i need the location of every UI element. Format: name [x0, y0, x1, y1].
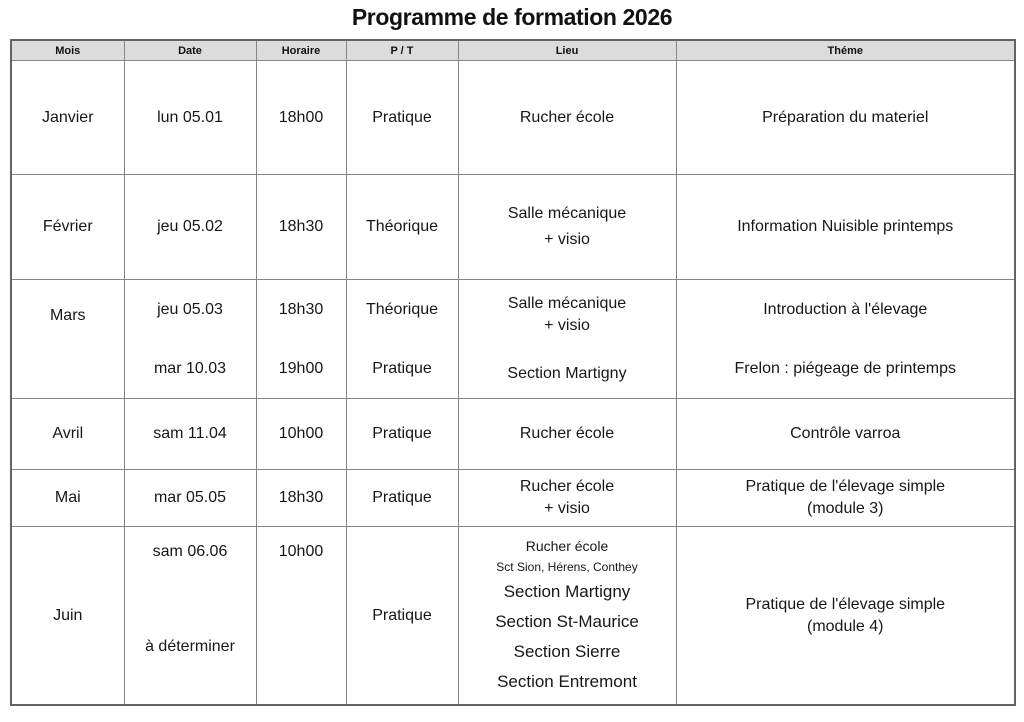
cell-lieu [459, 280, 676, 398]
cell-theme: Contrôle varroa [790, 425, 901, 442]
lieu-line: Rucher école [525, 537, 609, 554]
cell-date: sam 11.04 [153, 425, 227, 442]
theme-line: (module 3) [807, 500, 884, 517]
cell-type: Pratique [372, 425, 432, 442]
cell-horaire: 18h00 [278, 108, 324, 126]
cell-date: jeu 05.02 [157, 218, 223, 235]
theme-line: (module 4) [807, 617, 884, 635]
lieu-line: Salle mécanique [507, 205, 627, 222]
table-row-avril [11, 399, 1015, 470]
lieu-line: Rucher école [519, 478, 615, 495]
cell-lieu [459, 527, 676, 704]
cell-type [347, 280, 458, 398]
theme-line: Pratique de l'élevage simple [745, 595, 946, 613]
cell-date [125, 527, 256, 704]
lieu-line: + visio [544, 231, 590, 248]
cell-type: Théorique [365, 218, 439, 235]
lieu-entry [508, 293, 626, 337]
cell-date: lun 05.01 [157, 108, 223, 126]
table-row-fevrier [11, 175, 1015, 280]
cell-date [125, 280, 256, 398]
column-header-lieu: Lieu [458, 40, 676, 61]
cell-date: mar 05.05 [153, 489, 227, 506]
cell-mois: Mai [54, 489, 81, 506]
cell-lieu [459, 175, 676, 279]
cell-type: Pratique [372, 108, 432, 126]
column-header-date: Date [124, 40, 256, 61]
header-row [11, 40, 1015, 61]
lieu-line: Section Martigny [503, 581, 631, 601]
cell-theme [677, 470, 1015, 526]
column-header-pt: P / T [346, 40, 458, 61]
horaire-entry: 19h00 [278, 359, 324, 377]
cell-horaire [257, 527, 346, 704]
cell-lieu [459, 470, 676, 526]
cell-mois: Avril [52, 425, 84, 442]
table-row-mars [11, 280, 1015, 399]
lieu-line: Section Entremont [497, 671, 637, 691]
horaire-entry: 10h00 [278, 543, 324, 560]
cell-mois: Janvier [41, 108, 94, 126]
column-header-horaire: Horaire [256, 40, 346, 61]
column-header-mois: Mois [11, 40, 124, 61]
cell-lieu: Rucher école [519, 108, 615, 126]
type-entry: Pratique [372, 359, 432, 377]
lieu-line: + visio [544, 500, 590, 517]
page-title: Programme de formation 2026 [351, 4, 673, 30]
cell-type: Pratique [372, 489, 432, 506]
lieu-line: Salle mécanique [507, 295, 627, 312]
cell-mois: Février [42, 218, 93, 235]
cell-lieu: Rucher école [519, 425, 615, 442]
table-row-janvier [11, 61, 1015, 175]
theme-entry: Introduction à l'élevage [763, 300, 928, 318]
cell-theme: Préparation du materiel [762, 108, 929, 126]
date-entry: mar 10.03 [153, 359, 227, 377]
theme-line: Pratique de l'élevage simple [745, 478, 946, 495]
month-label: Mars [49, 307, 86, 324]
theme-entry: Frelon : piégeage de printemps [734, 359, 956, 377]
lieu-line: + visio [544, 317, 590, 334]
cell-theme [677, 280, 1015, 398]
cell-mois: Juin [53, 606, 83, 624]
date-entry: à déterminer [145, 638, 235, 655]
cell-horaire: 18h30 [278, 489, 324, 506]
date-entry: jeu 05.03 [157, 300, 223, 318]
cell-type: Pratique [372, 606, 432, 624]
cell-theme [677, 527, 1015, 704]
type-entry: Théorique [365, 300, 439, 318]
cell-horaire: 18h30 [278, 218, 324, 235]
lieu-entry: Section Martigny [507, 365, 627, 382]
cell-mois [12, 280, 124, 398]
table-row-juin [11, 527, 1015, 706]
schedule-table [10, 39, 1016, 706]
cell-horaire [257, 280, 346, 398]
lieu-line: Sct Sion, Hérens, Conthey [496, 559, 638, 574]
column-header-theme: Théme [676, 40, 1015, 61]
date-entry: sam 06.06 [152, 543, 228, 560]
cell-theme: Information Nuisible printemps [737, 218, 954, 235]
horaire-entry: 18h30 [278, 300, 324, 318]
table-row-mai [11, 470, 1015, 527]
lieu-line: Section Sierre [513, 641, 621, 661]
lieu-line: Section St-Maurice [495, 611, 639, 631]
cell-horaire: 10h00 [278, 425, 324, 442]
